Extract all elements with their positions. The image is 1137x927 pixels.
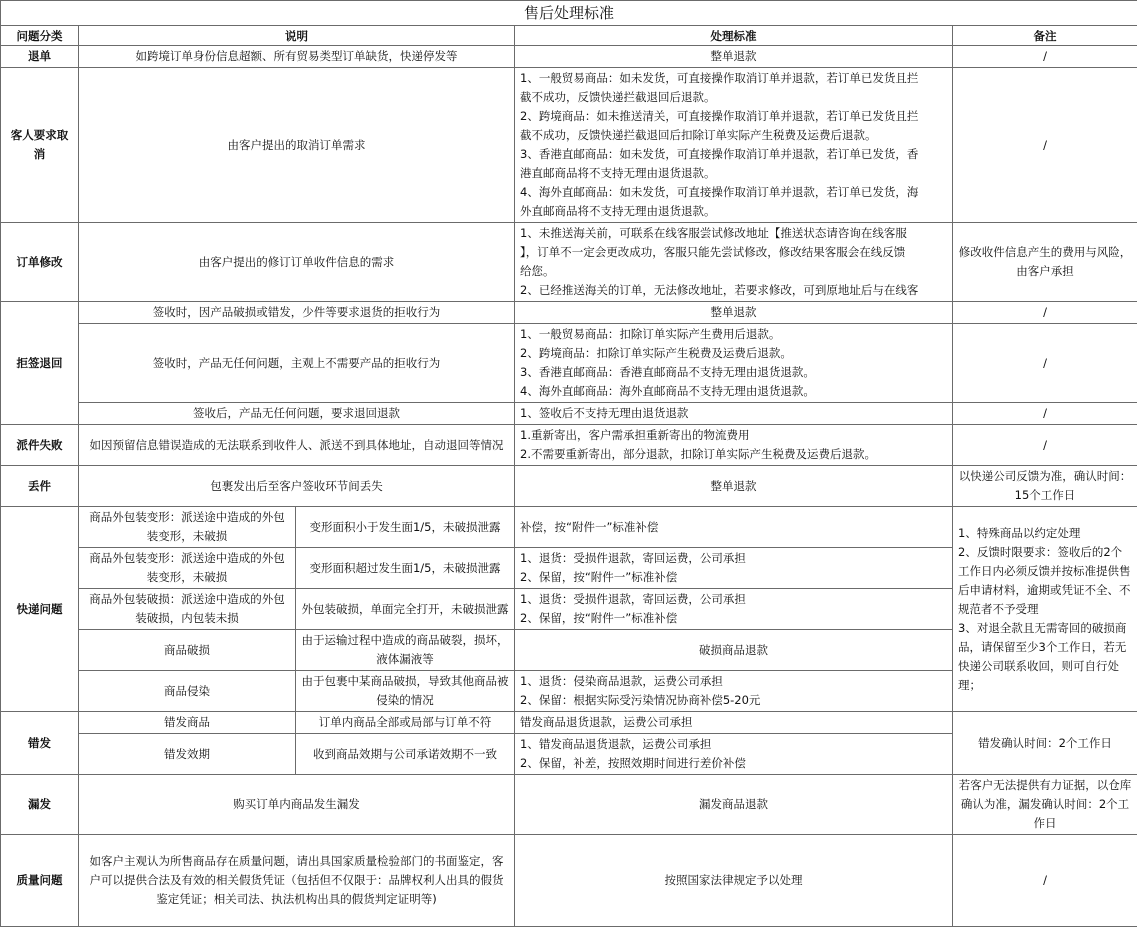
standard-line: 2.不需要重新寄出，部分退款，扣除订单实际产生税费及运费后退款。	[520, 445, 947, 464]
category-cell: 漏发	[1, 775, 79, 835]
note-cell: /	[953, 835, 1137, 927]
table-row	[1, 425, 1137, 466]
note-cell: /	[953, 46, 1137, 68]
table-row	[1, 68, 1137, 223]
category-cell: 丢件	[1, 466, 79, 507]
standard-line: 1、退货：侵染商品退款，运费公司承担	[520, 672, 947, 691]
note-cell: /	[953, 403, 1137, 425]
note-cell: 1、特殊商品以约定处理 2、反馈时限要求：签收后的2个工作日内必须反馈并按标准提供售后申请材料，逾期或凭证不全、不规范者不予受理 3、对退全款且无需寄回的破损商品，请保留至少3个工作日，若无快递公司联系收回，则可自行处理；	[953, 507, 1137, 712]
subcategory-cell: 错发商品	[79, 712, 296, 734]
description-cell: 签收时，产品无任何问题，主观上不需要产品的拒收行为	[79, 324, 515, 403]
standard-line: 1.重新寄出，客户需承担重新寄出的物流费用	[520, 426, 947, 445]
standard-cell: 漏发商品退款	[515, 775, 953, 835]
table-row	[1, 466, 1137, 507]
standard-cell: 按照国家法律规定予以处理	[515, 835, 953, 927]
title-row	[1, 1, 1137, 26]
description-cell: 包裹发出后至客户签收环节间丢失	[79, 466, 515, 507]
description-cell: 如客户主观认为所售商品存在质量问题，请出具国家质量检验部门的书面鉴定，客户可以提供合法及有效的相关假货凭证（包括但不仅限于：品牌权利人出具的假货鉴定凭证；相关司法、执法机构出具的假货判定证明等)	[79, 835, 515, 927]
description-cell: 如因预留信息错误造成的无法联系到收件人、派送不到具体地址，自动退回等情况	[79, 425, 515, 466]
subcategory-cell: 商品外包装变形：派送途中造成的外包装变形，未破损	[79, 507, 296, 548]
description-cell: 如跨境订单身份信息超额、所有贸易类型订单缺货，快递停发等	[79, 46, 515, 68]
standard-cell: 错发商品退货退款，运费公司承担	[515, 712, 953, 734]
header-note: 备注	[953, 26, 1137, 46]
description-cell: 收到商品效期与公司承诺效期不一致	[296, 734, 515, 775]
standard-cell	[515, 223, 953, 302]
category-cell: 拒签退回	[1, 302, 79, 425]
standard-cell: 整单退款	[515, 466, 953, 507]
standard-line: 2、保留，按“附件一”标准补偿	[520, 568, 947, 587]
standard-line: 1、退货：受损件退款，寄回运费，公司承担	[520, 549, 947, 568]
category-cell: 客人要求取消	[1, 68, 79, 223]
description-cell: 订单内商品全部或局部与订单不符	[296, 712, 515, 734]
standard-cell: 补偿，按“附件一”标准补偿	[515, 507, 953, 548]
description-cell: 购买订单内商品发生漏发	[79, 775, 515, 835]
table-row	[1, 403, 1137, 425]
standard-line: 4、海外直邮商品：海外直邮商品不支持无理由退货退款。	[520, 382, 947, 401]
standard-cell: 1、签收后不支持无理由退货退款	[515, 403, 953, 425]
description-cell: 签收时，因产品破损或错发，少件等要求退货的拒收行为	[79, 302, 515, 324]
note-cell: 修改收件信息产生的费用与风险，由客户承担	[953, 223, 1137, 302]
standard-line: 1、未推送海关前，可联系在线客服尝试修改地址【推送状态请咨询在线客服	[520, 224, 947, 243]
standard-cell: 破损商品退款	[515, 630, 953, 671]
standard-cell	[515, 425, 953, 466]
description-cell: 由客户提出的取消订单需求	[79, 68, 515, 223]
category-cell: 错发	[1, 712, 79, 775]
standard-line: 3、香港直邮商品：香港直邮商品不支持无理由退货退款。	[520, 363, 947, 382]
subcategory-cell: 商品侵染	[79, 671, 296, 712]
standard-line: 2、保留：根据实际受污染情况协商补偿5-20元	[520, 691, 947, 710]
standard-line: 截不成功，反馈快递拦截退回后退款。	[520, 88, 947, 107]
standard-cell	[515, 671, 953, 712]
standard-line: 2、跨境商品：如未推送清关，可直接操作取消订单并退款，若订单已发货且拦	[520, 107, 947, 126]
description-cell: 外包装破损，单面完全打开，未破损泄露	[296, 589, 515, 630]
note-cell: /	[953, 68, 1137, 223]
subcategory-cell: 错发效期	[79, 734, 296, 775]
standard-cell	[515, 548, 953, 589]
standard-cell	[515, 324, 953, 403]
note-cell: /	[953, 425, 1137, 466]
description-cell: 变形面积超过发生面1/5，未破损泄露	[296, 548, 515, 589]
standard-cell	[515, 589, 953, 630]
standard-line: 截不成功，反馈快递拦截退回后扣除订单实际产生税费及运费后退款。	[520, 126, 947, 145]
category-cell: 派件失败	[1, 425, 79, 466]
header-standard: 处理标准	[515, 26, 953, 46]
note-cell: /	[953, 302, 1137, 324]
header-row	[1, 26, 1137, 46]
description-cell: 由客户提出的修订订单收件信息的需求	[79, 223, 515, 302]
subcategory-cell: 商品外包装破损：派送途中造成的外包装破损，内包装未损	[79, 589, 296, 630]
table-row	[1, 712, 1137, 734]
header-category: 问题分类	[1, 26, 79, 46]
standard-line: 2、保留，补差，按照效期时间进行差价补偿	[520, 754, 947, 773]
table-row	[1, 324, 1137, 403]
standard-line: 1、退货：受损件退款，寄回运费，公司承担	[520, 590, 947, 609]
standard-cell: 整单退款	[515, 302, 953, 324]
standard-line: 外直邮商品将不支持无理由退货退款。	[520, 202, 947, 221]
description-cell: 签收后，产品无任何问题，要求退回退款	[79, 403, 515, 425]
table-row	[1, 775, 1137, 835]
standard-cell: 整单退款	[515, 46, 953, 68]
subcategory-cell: 商品破损	[79, 630, 296, 671]
standard-line: 1、错发商品退货退款，运费公司承担	[520, 735, 947, 754]
standard-line: 1、一般贸易商品：扣除订单实际产生费用后退款。	[520, 325, 947, 344]
description-cell: 变形面积小于发生面1/5，未破损泄露	[296, 507, 515, 548]
table-row	[1, 46, 1137, 68]
standard-line: 3、香港直邮商品：如未发货，可直接操作取消订单并退款，若订单已发货，香	[520, 145, 947, 164]
table-row	[1, 507, 1137, 548]
category-cell: 退单	[1, 46, 79, 68]
standard-line: 港直邮商品将不支持无理由退货退款。	[520, 164, 947, 183]
standard-line: 2、保留，按“附件一”标准补偿	[520, 609, 947, 628]
standard-line: 2、已经推送海关的订单，无法修改地址，若要求修改，可到原地址后与在线客	[520, 281, 947, 300]
note-cell: /	[953, 324, 1137, 403]
standard-line: 给您。	[520, 262, 947, 281]
category-cell: 快递问题	[1, 507, 79, 712]
table-row	[1, 835, 1137, 927]
note-cell: 若客户无法提供有力证据，以仓库确认为准，漏发确认时间：2个工作日	[953, 775, 1137, 835]
table-row	[1, 223, 1137, 302]
standard-line: 】，订单不一定会更改成功，客服只能先尝试修改，修改结果客服会在线反馈	[520, 243, 947, 262]
subcategory-cell: 商品外包装变形：派送途中造成的外包装变形，未破损	[79, 548, 296, 589]
table-row	[1, 302, 1137, 324]
description-cell: 由于运输过程中造成的商品破裂，损坏，液体漏液等	[296, 630, 515, 671]
standard-line: 4、海外直邮商品：如未发货，可直接操作取消订单并退款，若订单已发货，海	[520, 183, 947, 202]
category-cell: 质量问题	[1, 835, 79, 927]
note-cell: 以快递公司反馈为准，确认时间：15个工作日	[953, 466, 1137, 507]
standard-cell	[515, 734, 953, 775]
standard-line: 1、一般贸易商品：如未发货，可直接操作取消订单并退款，若订单已发货且拦	[520, 69, 947, 88]
standard-line: 2、跨境商品：扣除订单实际产生税费及运费后退款。	[520, 344, 947, 363]
note-cell: 错发确认时间：2个工作日	[953, 712, 1137, 775]
header-description: 说明	[79, 26, 515, 46]
sheet-title: 售后处理标准	[1, 1, 1137, 26]
description-cell: 由于包裹中某商品破损，导致其他商品被侵染的情况	[296, 671, 515, 712]
category-cell: 订单修改	[1, 223, 79, 302]
standard-cell	[515, 68, 953, 223]
